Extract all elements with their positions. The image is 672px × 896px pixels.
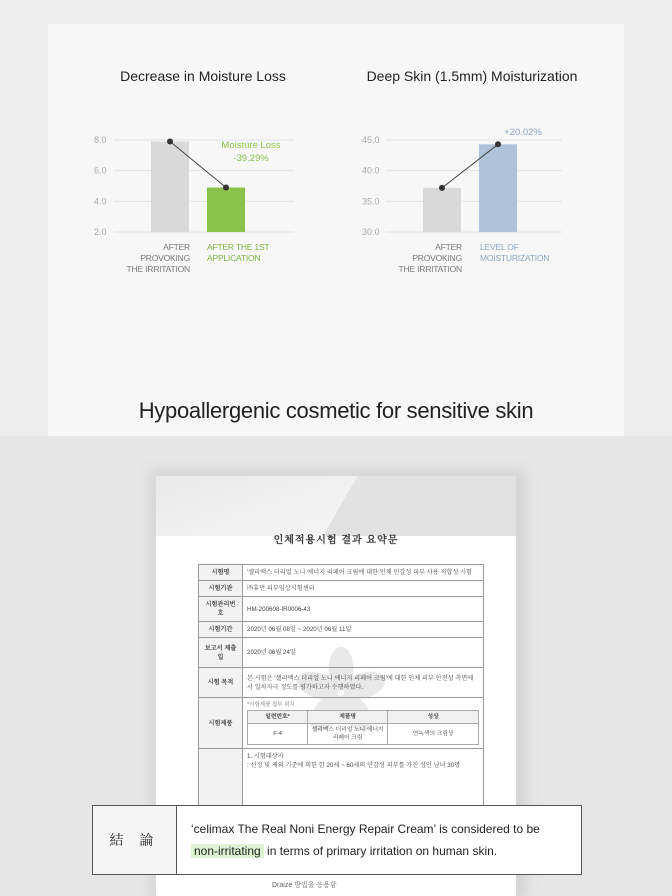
chart2-xlabel-before: AFTER PROVOKING THE IRRITATION	[398, 242, 462, 274]
chart1-tick-label: 6.0	[94, 165, 107, 176]
chart2-tick-label: 45.0	[362, 135, 380, 145]
report-table	[198, 564, 484, 819]
document-header-stripe	[323, 476, 516, 536]
conclusion-key: 結 論	[93, 806, 177, 874]
conclusion-text: ‘celimax The Real Noni Energy Repair Cream’ is considered to be non-irritating in terms of primary irritation on human skin.	[191, 822, 540, 858]
chart2-point-2	[495, 141, 501, 147]
chart1-bar-1	[151, 142, 189, 232]
chart1-title: Decrease in Moisture Loss	[120, 68, 286, 84]
non-irritating-highlight: non-irritating	[191, 844, 264, 858]
chart1-point-2	[223, 185, 229, 191]
headline: Hypoallergenic cosmetic for sensitive skin	[138, 398, 534, 423]
chart1-tick-label: 2.0	[94, 227, 107, 237]
table-row: 시험제품 *시험제품 접부 위치 일련번호* 제품명 성상 F-4 셀리맥스 더리얼 노니 에너지 리페어 크림 연녹색의 크림상	[199, 698, 484, 749]
table-row: 시험기관 ㈜휴먼 피부임상시험센터	[199, 581, 484, 597]
chart2-tick-label: 30.0	[362, 227, 380, 237]
chart1-bar-2	[207, 188, 245, 232]
chart1-xlabel-before: AFTER PROVOKING THE IRRITATION	[126, 242, 190, 274]
table-row: 시험명 '셀리맥스 더리얼 노니 에너지 리페어 크림에 대한 인체 민감성 피부 사용 적합성 시험	[199, 565, 484, 581]
document-footer-text: Draize 방법을 응용함	[272, 882, 337, 889]
table-row: 시험관리번호 HM-200608-IR0006-43	[199, 597, 484, 622]
chart1-point-1	[167, 139, 173, 145]
chart2-xlabel-after: LEVEL OF MOISTURIZATION	[480, 242, 550, 263]
product-table: 일련번호* 제품명 성상 F-4 셀리맥스 더리얼 노니 에너지 리페어 크림 연녹색의 크림상	[247, 710, 479, 745]
chart1-annotation: Moisture Loss -39.29%	[221, 140, 281, 164]
chart2-bar-1	[423, 188, 461, 232]
document-title: 인체적용시험 결과 요약문	[273, 535, 399, 546]
chart2-svg	[362, 132, 562, 240]
table-row: 1. 시험대상자 : 선정 및 제외 기준에 의한 한 20세 ~ 60세의 민감성 피부를 가진 성인 남녀 30명	[199, 749, 484, 819]
chart2-tick-label: 40.0	[362, 165, 380, 176]
table-row: 보고서 제출일 2020년 06월 24일	[199, 638, 484, 668]
table-row: 시험 목적 본 시험은 '셀리맥스 더리얼 노니 에너지 리페어 크림'에 대한 인체 피부 안전성 측면에서 일차자극 정도를 평가하고자 수행하였다.	[199, 668, 484, 698]
chart2-annotation: +20.02%	[504, 127, 542, 138]
chart2-bar-2	[479, 144, 517, 232]
chart1-tick-label: 8.0	[94, 135, 107, 145]
table-row: 시험기간 2020년 06월 08일 ~ 2020년 06월 11일	[199, 622, 484, 638]
chart2-tick-label: 35.0	[362, 196, 380, 207]
conclusion-box	[92, 805, 582, 875]
chart2-title: Deep Skin (1.5mm) Moisturization	[366, 68, 578, 84]
chart1-xlabel-after: AFTER THE 1ST APPLICATION	[207, 242, 270, 263]
chart1-tick-label: 4.0	[94, 196, 107, 207]
chart2-point-1	[439, 185, 445, 191]
